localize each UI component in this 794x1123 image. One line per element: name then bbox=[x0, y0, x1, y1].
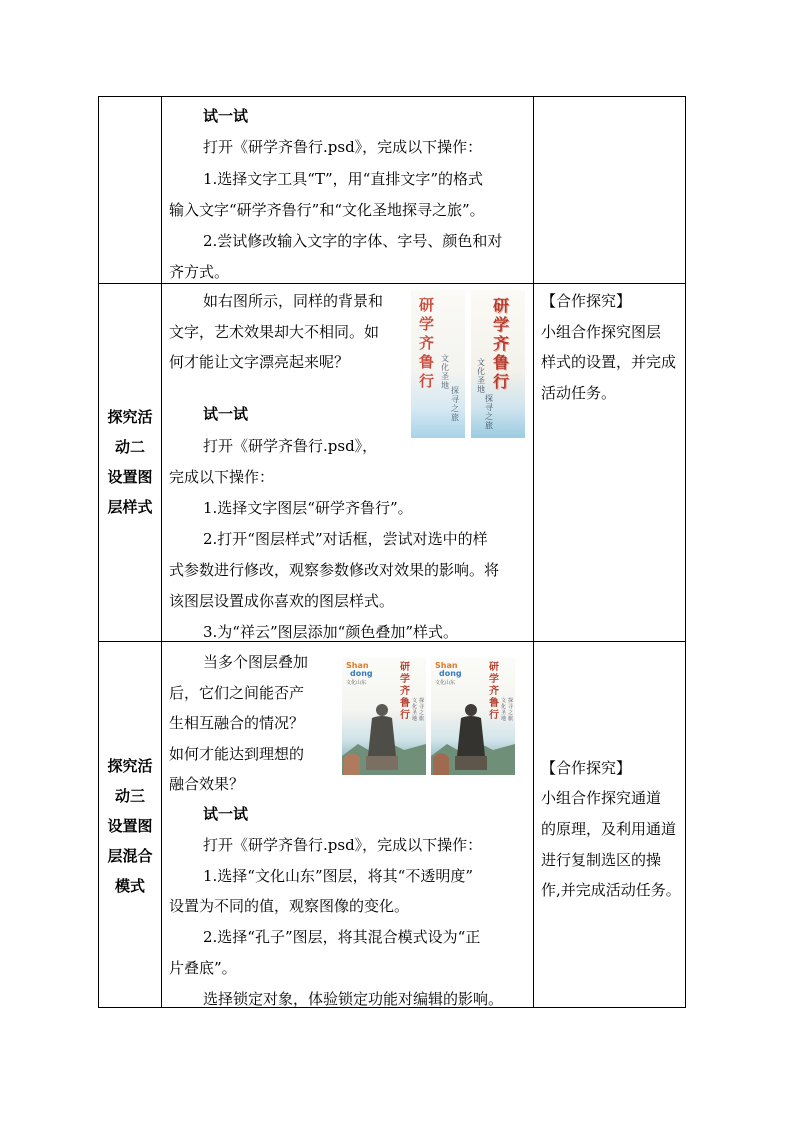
column-divider bbox=[533, 97, 534, 1007]
poster-subtitle: 文化圣地 bbox=[441, 354, 449, 390]
text-line: 1.选择文字工具“T”，用“直排文字”的格式 bbox=[203, 170, 483, 188]
text-line: 打开《研学齐鲁行.psd》，完成以下操作： bbox=[203, 138, 483, 156]
intro-line: 当多个图层叠加 bbox=[203, 653, 309, 671]
poster-plain-image bbox=[411, 290, 465, 438]
blend-before-image bbox=[342, 658, 426, 775]
right-heading: 【合作探究】 bbox=[541, 292, 632, 310]
right-heading: 【合作探究】 bbox=[541, 759, 632, 777]
intro-line: 如何才能达到理想的 bbox=[169, 745, 305, 763]
text-line: 式参数进行修改，观察参数修改对效果的影响。将 bbox=[169, 561, 500, 579]
poster-title: 研学齐鲁行 bbox=[400, 662, 410, 721]
poster-subtitle: 文化圣地 bbox=[501, 698, 507, 722]
text-line: 齐方式。 bbox=[169, 263, 230, 281]
poster-subtitle: 探寻之旅 bbox=[485, 394, 493, 430]
right-note: 活动任务。 bbox=[541, 384, 617, 402]
text-line: 该图层设置成你喜欢的图层样式。 bbox=[169, 592, 395, 610]
text-line: 设置为不同的值，观察图像的变化。 bbox=[169, 897, 410, 915]
intro-line: 后，它们之间能否产 bbox=[169, 684, 305, 702]
text-line: 打开《研学齐鲁行.psd》， bbox=[203, 437, 378, 455]
try-heading: 试一试 bbox=[203, 405, 249, 423]
right-note: 作,并完成活动任务。 bbox=[541, 881, 681, 899]
text-line: 打开《研学齐鲁行.psd》，完成以下操作： bbox=[203, 836, 483, 854]
logo-subtitle: 文化山东 bbox=[346, 680, 367, 686]
poster-subtitle: 文化圣地 bbox=[412, 698, 418, 722]
poster-title: 研学齐鲁行 bbox=[489, 662, 499, 721]
lesson-table bbox=[98, 96, 686, 1008]
intro-line: 何才能让文字漂亮起来呢？ bbox=[169, 353, 350, 371]
try-heading: 试一试 bbox=[203, 805, 249, 823]
activity-label: 探究活 动三 设置图 层混合 模式 bbox=[107, 757, 153, 895]
text-line: 输入文字“研学齐鲁行”和“文化圣地探寻之旅”。 bbox=[169, 201, 485, 219]
activity-label: 探究活 动二 设置图 层样式 bbox=[107, 408, 153, 516]
blend-after-image bbox=[431, 658, 515, 775]
intro-line: 融合效果？ bbox=[169, 775, 245, 793]
text-line: 2.选择“孔子”图层，将其混合模式设为“正 bbox=[203, 928, 481, 946]
text-line: 完成以下操作： bbox=[169, 468, 275, 486]
logo-text: Shan bbox=[346, 661, 369, 670]
text-line: 片叠底”。 bbox=[169, 959, 237, 977]
intro-line: 生相互融合的情况？ bbox=[169, 714, 305, 732]
right-note: 进行复制选区的操 bbox=[541, 851, 662, 869]
text-line: 1.选择文字图层“研学齐鲁行”。 bbox=[203, 499, 413, 517]
right-note: 小组合作探究图层 bbox=[541, 323, 662, 341]
row-divider bbox=[99, 641, 685, 642]
intro-line: 文字，艺术效果却大不相同。如 bbox=[169, 323, 380, 341]
text-line: 2.打开“图层样式”对话框，尝试对选中的样 bbox=[203, 530, 488, 548]
confucius-statue-icon bbox=[342, 658, 426, 775]
column-divider bbox=[161, 97, 162, 1007]
poster-subtitle: 探寻之旅 bbox=[508, 698, 514, 722]
intro-line: 如右图所示，同样的背景和 bbox=[203, 292, 384, 310]
poster-styled-image bbox=[471, 290, 525, 438]
right-note: 的原理，及利用通道 bbox=[541, 820, 677, 838]
logo-text: dong bbox=[439, 669, 462, 678]
right-note: 小组合作探究通道 bbox=[541, 789, 662, 807]
logo-text: dong bbox=[350, 669, 373, 678]
confucius-statue-icon bbox=[431, 658, 515, 775]
poster-subtitle: 文化圣地 bbox=[477, 358, 485, 394]
row-divider bbox=[99, 283, 685, 284]
logo-text: Shan bbox=[435, 661, 458, 670]
poster-subtitle: 探寻之旅 bbox=[419, 698, 425, 722]
poster-title: 研学齐鲁行 bbox=[493, 296, 510, 391]
text-line: 2.尝试修改输入文字的字体、字号、颜色和对 bbox=[203, 232, 503, 250]
text-line: 3.为“祥云”图层添加“颜色叠加”样式。 bbox=[203, 623, 458, 641]
right-note: 样式的设置，并完成 bbox=[541, 353, 677, 371]
text-line: 选择锁定对象，体验锁定功能对编辑的影响。 bbox=[203, 990, 504, 1008]
poster-title: 研学齐鲁行 bbox=[419, 296, 435, 390]
try-heading: 试一试 bbox=[203, 107, 249, 125]
logo-subtitle: 文化山东 bbox=[435, 680, 456, 686]
text-line: 1.选择“文化山东”图层，将其“不透明度” bbox=[203, 867, 473, 885]
poster-subtitle: 探寻之旅 bbox=[451, 386, 459, 422]
